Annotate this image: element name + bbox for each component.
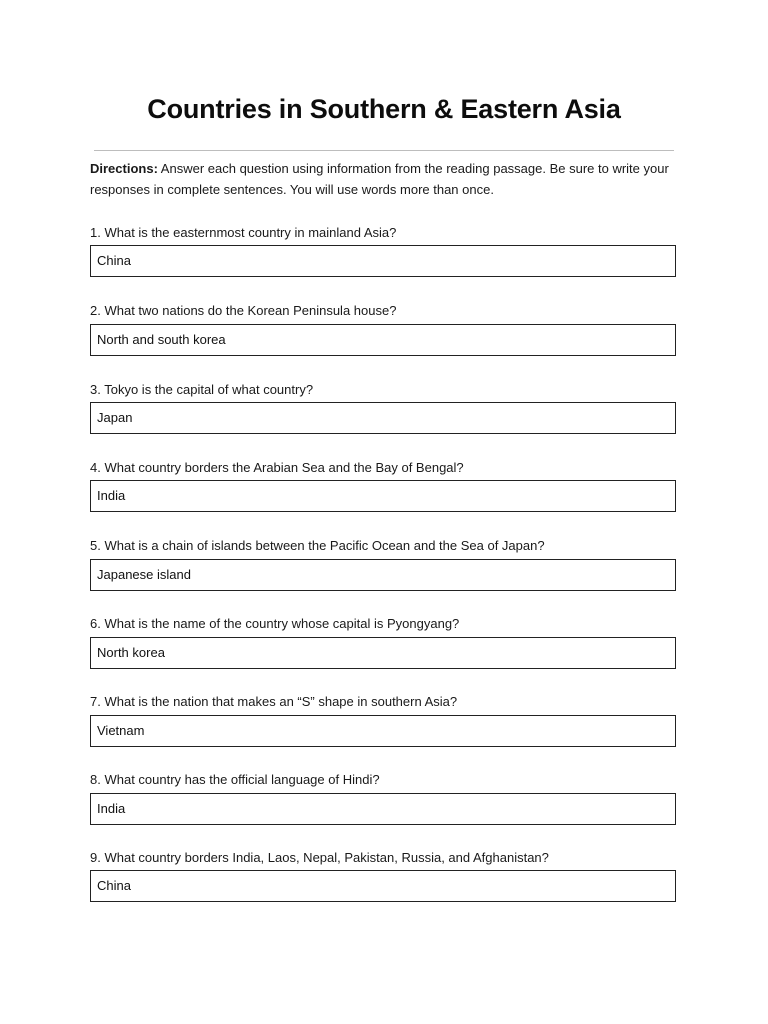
page-title: Countries in Southern & Eastern Asia (147, 94, 621, 124)
question-number: 5. (90, 538, 101, 553)
question-number: 3. (90, 382, 101, 397)
question-text: Tokyo is the capital of what country? (104, 382, 314, 397)
question-8 (90, 771, 690, 789)
question-number: 7. (90, 694, 101, 709)
question-text: What country has the official language of Hindi? (104, 772, 380, 787)
question-6 (90, 615, 690, 633)
question-text: What country borders India, Laos, Nepal, Pakistan, Russia, and Afghanistan? (104, 850, 549, 865)
question-text: What is the nation that makes an “S” shape in southern Asia? (104, 694, 458, 709)
question-number: 6. (90, 616, 101, 631)
directions (90, 158, 690, 200)
answer-field-7[interactable]: Vietnam (90, 715, 676, 747)
question-text: What two nations do the Korean Peninsula house? (104, 303, 397, 318)
answer-field-5[interactable]: Japanese island (90, 559, 676, 591)
answer-field-9[interactable]: China (90, 870, 676, 902)
question-7 (90, 693, 690, 711)
directions-text: Answer each question using information from the reading passage. Be sure to write your responses in complete sentences. You will use words more than once. (90, 161, 669, 197)
answer-field-3[interactable]: Japan (90, 402, 676, 434)
answer-field-1[interactable]: China (90, 245, 676, 277)
question-number: 2. (90, 303, 101, 318)
question-number: 8. (90, 772, 101, 787)
question-number: 4. (90, 460, 101, 475)
answer-field-8[interactable]: India (90, 793, 676, 825)
question-text: What is the name of the country whose capital is Pyongyang? (104, 616, 460, 631)
question-number: 1. (90, 225, 101, 240)
question-2 (90, 302, 690, 320)
question-text: What is a chain of islands between the Pacific Ocean and the Sea of Japan? (104, 538, 545, 553)
question-text: What country borders the Arabian Sea and the Bay of Bengal? (104, 460, 464, 475)
question-text: What is the easternmost country in mainland Asia? (104, 225, 397, 240)
title-divider (94, 150, 674, 151)
answer-field-2[interactable]: North and south korea (90, 324, 676, 356)
directions-label: Directions: (90, 161, 158, 176)
question-5 (90, 537, 690, 555)
question-3 (90, 381, 690, 399)
answer-field-4[interactable]: India (90, 480, 676, 512)
question-number: 9. (90, 850, 101, 865)
question-1 (90, 224, 690, 242)
question-4 (90, 459, 690, 477)
answer-field-6[interactable]: North korea (90, 637, 676, 669)
question-9 (90, 849, 690, 867)
